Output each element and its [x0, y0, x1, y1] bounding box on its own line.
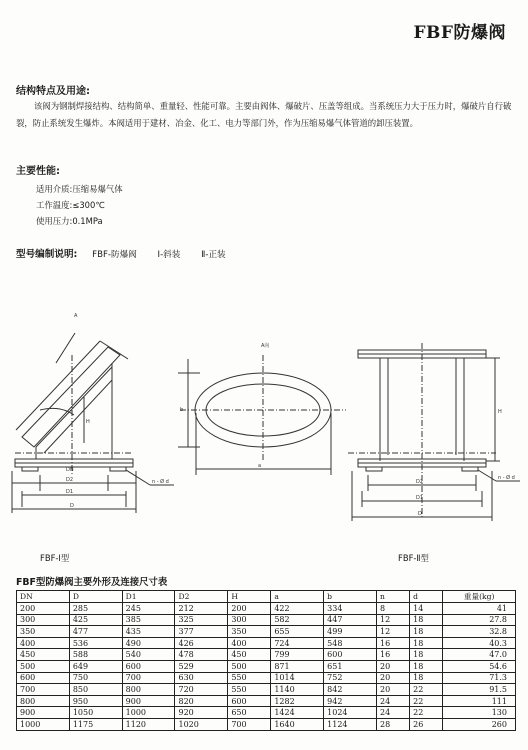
table-cell: 600	[228, 695, 271, 707]
table-cell: 41	[443, 603, 516, 615]
table-cell: 20	[376, 660, 409, 672]
aview-label-a: a	[258, 463, 262, 469]
fbf1-label-a: A	[74, 313, 78, 319]
table-cell: 1020	[175, 718, 228, 730]
table-cell: 426	[175, 637, 228, 649]
table-cell: 422	[271, 603, 324, 615]
table-cell: 300	[228, 614, 271, 626]
table-cell: 435	[122, 626, 175, 638]
table-cell: 325	[175, 614, 228, 626]
table-cell: 799	[271, 649, 324, 661]
table-cell: 600	[122, 660, 175, 672]
table-cell: 16	[376, 637, 409, 649]
table-header-cell: D2	[175, 591, 228, 603]
table-cell: 582	[271, 614, 324, 626]
table-cell: 18	[410, 626, 443, 638]
table-cell: 22	[410, 695, 443, 707]
table-cell: 651	[324, 660, 377, 672]
table-cell: 550	[228, 684, 271, 696]
table-row	[17, 626, 516, 638]
table-cell: 529	[175, 660, 228, 672]
table-cell: 900	[122, 695, 175, 707]
table-cell: 285	[69, 603, 122, 615]
table-cell: 27.8	[443, 614, 516, 626]
fbf1-label-h: H	[86, 419, 90, 425]
table-cell: 20	[376, 672, 409, 684]
table-cell: 71.3	[443, 672, 516, 684]
table-cell: 1014	[271, 672, 324, 684]
table-cell: 447	[324, 614, 377, 626]
table-cell: 300	[17, 614, 70, 626]
table-row	[17, 603, 516, 615]
table-cell: 842	[324, 684, 377, 696]
table-cell: 32.8	[443, 626, 516, 638]
table-cell: 385	[122, 614, 175, 626]
table-cell: 536	[69, 637, 122, 649]
table-cell: 8	[376, 603, 409, 615]
table-row	[17, 637, 516, 649]
table-cell: 12	[376, 626, 409, 638]
spec-pressure: 使用压力:0.1MPa	[36, 216, 103, 226]
fbf1-drawing	[12, 333, 174, 513]
table-cell: 1120	[122, 718, 175, 730]
table-cell: 18	[410, 660, 443, 672]
table-cell: 1175	[69, 718, 122, 730]
table-cell: 649	[69, 660, 122, 672]
model-text-type1: Ⅰ-斜装	[157, 250, 181, 260]
table-cell: 920	[175, 707, 228, 719]
structure-heading: 结构特点及用途:	[16, 86, 90, 97]
table-cell: 650	[228, 707, 271, 719]
performance-heading: 主要性能:	[16, 166, 60, 177]
table-header-cell: 重量(kg)	[443, 591, 516, 603]
table-cell: 820	[175, 695, 228, 707]
table-cell: 500	[228, 660, 271, 672]
table-cell: 477	[69, 626, 122, 638]
table-cell: 1640	[271, 718, 324, 730]
table-cell: 499	[324, 626, 377, 638]
dimensions-table	[16, 590, 516, 731]
table-cell: 1024	[324, 707, 377, 719]
table-header-cell: D	[69, 591, 122, 603]
table-cell: 54.6	[443, 660, 516, 672]
table-cell: 600	[17, 672, 70, 684]
table-row	[17, 707, 516, 719]
model-label: 型号编制说明:	[16, 249, 78, 260]
table-cell: 18	[410, 649, 443, 661]
table-title: FBF型防爆阀主要外形及连接尺寸表	[16, 577, 168, 588]
table-cell: 540	[122, 649, 175, 661]
table-cell: 1000	[17, 718, 70, 730]
table-cell: 14	[410, 603, 443, 615]
table-cell: 1000	[122, 707, 175, 719]
table-cell: 16	[376, 649, 409, 661]
table-header-cell: H	[228, 591, 271, 603]
table-cell: 1124	[324, 718, 377, 730]
table-row	[17, 649, 516, 661]
table-cell: 1140	[271, 684, 324, 696]
model-text-fbf: FBF-防爆阀	[92, 250, 137, 260]
table-cell: 450	[17, 649, 70, 661]
table-cell: 350	[17, 626, 70, 638]
aview-label: A向	[261, 343, 270, 349]
table-cell: 490	[122, 637, 175, 649]
fbf2-label-nd: n - Ø d	[498, 475, 515, 481]
spec-temperature: 工作温度:≤300℃	[36, 200, 105, 210]
table-header-cell: D1	[122, 591, 175, 603]
table-cell: 700	[228, 718, 271, 730]
table-cell: 18	[410, 637, 443, 649]
table-cell: 260	[443, 718, 516, 730]
spec-medium: 适用介质:压缩易爆气体	[36, 184, 123, 194]
table-cell: 700	[17, 684, 70, 696]
table-row	[17, 695, 516, 707]
table-cell: 18	[410, 614, 443, 626]
table-cell: 850	[69, 684, 122, 696]
aview-label-b: b	[180, 407, 184, 413]
table-row	[17, 672, 516, 684]
table-cell: 655	[271, 626, 324, 638]
table-cell: 28	[376, 718, 409, 730]
table-header-cell: b	[324, 591, 377, 603]
model-text-type2: Ⅱ-正装	[201, 250, 226, 260]
fbf1-label-d2: D2	[66, 477, 74, 483]
table-cell: 750	[69, 672, 122, 684]
fbf2-drawing	[348, 343, 520, 521]
a-view-drawing	[178, 355, 346, 475]
table-row	[17, 660, 516, 672]
fbf2-label-h: H	[498, 409, 502, 415]
table-cell: 800	[17, 695, 70, 707]
fbf1-bolt-left	[22, 467, 38, 471]
table-cell: 630	[175, 672, 228, 684]
table-cell: 26	[410, 718, 443, 730]
table-cell: 1424	[271, 707, 324, 719]
table-body	[17, 603, 516, 731]
table-cell: 1050	[69, 707, 122, 719]
fbf2-caption: FBF-Ⅱ型	[398, 553, 429, 563]
table-cell: 588	[69, 649, 122, 661]
table-cell: 720	[175, 684, 228, 696]
fbf2-label-d1: D1	[416, 495, 424, 501]
table-cell: 24	[376, 707, 409, 719]
table-header-row	[17, 591, 516, 603]
table-row	[17, 684, 516, 696]
table-cell: 334	[324, 603, 377, 615]
table-cell: 400	[228, 637, 271, 649]
table-cell: 700	[122, 672, 175, 684]
table-cell: 200	[17, 603, 70, 615]
table-cell: 111	[443, 695, 516, 707]
fbf1-label-dn: DN	[66, 467, 74, 473]
technical-drawings	[0, 295, 528, 545]
fbf1-caption: FBF-Ⅰ型	[40, 553, 70, 563]
table-cell: 18	[410, 672, 443, 684]
table-row	[17, 614, 516, 626]
table-header-cell: d	[410, 591, 443, 603]
table-cell: 12	[376, 614, 409, 626]
table-cell: 942	[324, 695, 377, 707]
table-cell: 47.0	[443, 649, 516, 661]
table-cell: 800	[122, 684, 175, 696]
table-cell: 24	[376, 695, 409, 707]
table-cell: 22	[410, 684, 443, 696]
table-cell: 450	[228, 649, 271, 661]
table-cell: 724	[271, 637, 324, 649]
page-title: FBF防爆阀	[413, 23, 506, 43]
table-cell: 91.5	[443, 684, 516, 696]
table-cell: 752	[324, 672, 377, 684]
table-cell: 400	[17, 637, 70, 649]
fbf1-label-nd: n - Ø d	[152, 479, 169, 485]
fbf1-rupture-flange	[22, 347, 120, 447]
model-explanation	[16, 246, 226, 260]
table-cell: 548	[324, 637, 377, 649]
table-header-cell: DN	[17, 591, 70, 603]
table-cell: 200	[228, 603, 271, 615]
table-cell: 245	[122, 603, 175, 615]
table-row	[17, 718, 516, 730]
table-cell: 20	[376, 684, 409, 696]
table-cell: 130	[443, 707, 516, 719]
fbf1-bolt-right	[110, 467, 126, 471]
fbf2-label-d2: D2	[416, 479, 424, 485]
table-cell: 478	[175, 649, 228, 661]
table-cell: 425	[69, 614, 122, 626]
fbf2-label-d: D	[418, 511, 422, 517]
table-cell: 500	[17, 660, 70, 672]
structure-paragraph: 该阀为钢制焊接结构、结构简单、重量轻、性能可靠。主要由阀体、爆破片、压盖等组成。当系统压力大于压力时，爆破片自行破裂，防止系统发生爆炸。本阀适用于建材、冶金、化工、电力等部门外，作为压缩易爆气体管道的卸压装置。	[16, 101, 512, 128]
fbf1-label-d1: D1	[66, 489, 74, 495]
fbf1-label-d: D	[70, 503, 74, 509]
table-cell: 40.3	[443, 637, 516, 649]
table-cell: 22	[410, 707, 443, 719]
table-cell: 950	[69, 695, 122, 707]
table-cell: 871	[271, 660, 324, 672]
table-cell: 377	[175, 626, 228, 638]
table-header-cell: n	[376, 591, 409, 603]
table-cell: 212	[175, 603, 228, 615]
table-cell: 600	[324, 649, 377, 661]
table-cell: 350	[228, 626, 271, 638]
table-cell: 1282	[271, 695, 324, 707]
table-cell: 550	[228, 672, 271, 684]
table-cell: 900	[17, 707, 70, 719]
table-header-cell: a	[271, 591, 324, 603]
